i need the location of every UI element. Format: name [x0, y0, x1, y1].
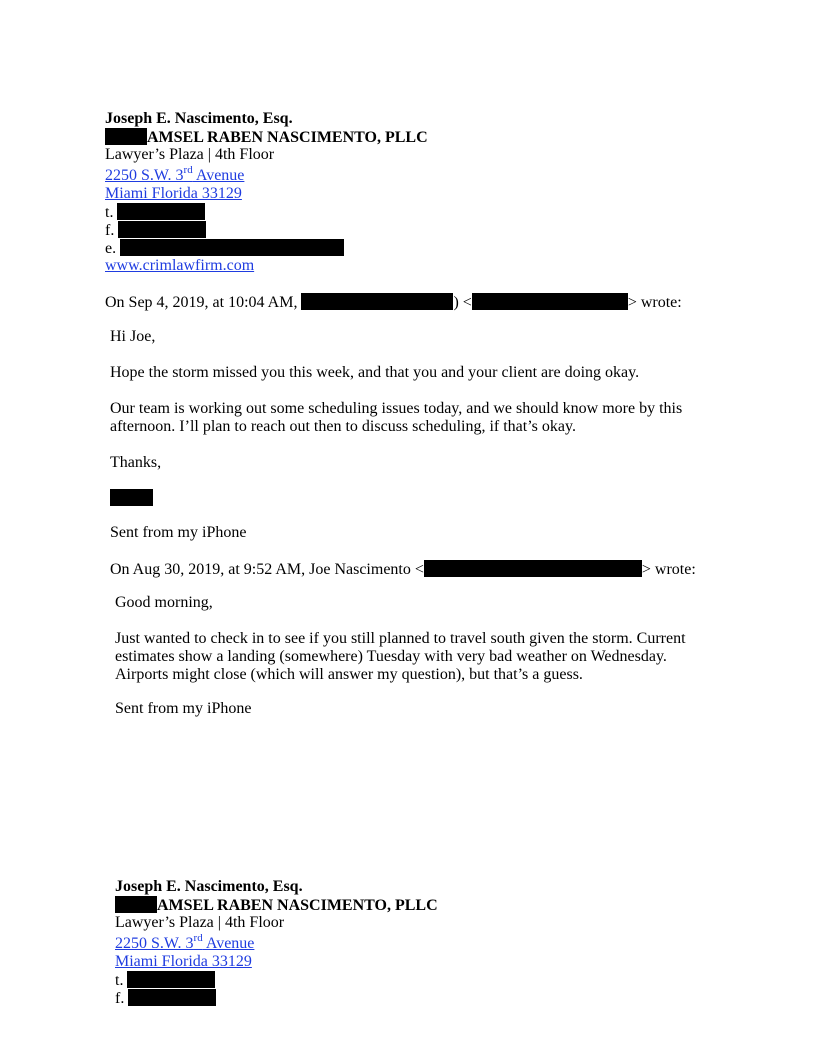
redaction-block	[118, 221, 206, 238]
signature-tel-line	[105, 203, 428, 221]
reply-header: On Sep 4, 2019, at 10:04 AM, ) < > wrote:	[105, 294, 682, 311]
redaction-block	[127, 971, 215, 988]
signature-fax-line	[115, 989, 438, 1007]
signature-firm-line	[105, 128, 428, 146]
signature-street-line	[115, 932, 438, 953]
original-line-3: Airports might close (which will answer my question), but that’s a guess.	[115, 666, 583, 683]
reply-paragraph-2-line-1: Our team is working out some scheduling issues today, and we should know more by this	[110, 400, 683, 417]
redaction-block	[128, 989, 216, 1006]
reply-paragraph-1: Hope the storm missed you this week, and that you and your client are doing okay.	[110, 364, 640, 381]
signature-city-line	[105, 185, 428, 203]
original-greeting: Good morning,	[115, 594, 213, 611]
signature-bottom	[115, 878, 438, 1007]
tel-label: t.	[105, 204, 114, 221]
redaction-block	[115, 896, 157, 913]
signature-firm: AMSEL RABEN NASCIMENTO, PLLC	[157, 897, 438, 914]
reply-paragraph-2-line-2: afternoon. I’ll plan to reach out then to discuss scheduling, if that’s okay.	[110, 418, 576, 435]
redaction-block	[472, 293, 628, 310]
redaction-block	[301, 293, 453, 310]
signature-city-line	[115, 953, 438, 971]
signature-name: Joseph E. Nascimento, Esq.	[115, 878, 303, 895]
city-address-link[interactable]: Miami Florida 33129	[105, 185, 242, 202]
fax-label: f.	[115, 990, 125, 1007]
redaction-block	[120, 239, 344, 256]
signature-street-line	[105, 164, 428, 185]
redaction-block	[117, 203, 205, 220]
street-address-link[interactable]: 2250 S.W. 3rd Avenue	[105, 164, 245, 184]
email-label: e.	[105, 240, 117, 257]
redaction-block	[424, 560, 642, 577]
signature-building: Lawyer’s Plaza | 4th Floor	[115, 914, 285, 931]
original-line-1: Just wanted to check in to see if you still planned to travel south given the storm. Current	[115, 630, 686, 647]
original-sent-from: Sent from my iPhone	[115, 700, 252, 717]
redaction-block	[105, 128, 147, 145]
website-link[interactable]: www.crimlawfirm.com	[105, 257, 255, 274]
signature-name: Joseph E. Nascimento, Esq.	[105, 110, 293, 127]
signature-website-line	[105, 257, 428, 275]
signature-building: Lawyer’s Plaza | 4th Floor	[105, 146, 275, 163]
signature-top	[105, 110, 428, 275]
signature-tel-line	[115, 971, 438, 989]
signature-firm-line	[115, 896, 438, 914]
redaction-block	[110, 489, 153, 506]
street-address-link[interactable]: 2250 S.W. 3rd Avenue	[115, 932, 255, 952]
reply-sent-from: Sent from my iPhone	[110, 524, 247, 541]
signature-fax-line	[105, 221, 428, 239]
original-header: On Aug 30, 2019, at 9:52 AM, Joe Nascimento < > wrote:	[110, 561, 696, 578]
original-line-2: estimates show a landing (somewhere) Tuesday with very bad weather on Wednesday.	[115, 648, 667, 665]
city-address-link[interactable]: Miami Florida 33129	[115, 953, 252, 970]
reply-greeting: Hi Joe,	[110, 328, 156, 345]
reply-thanks: Thanks,	[110, 454, 162, 471]
fax-label: f.	[105, 222, 115, 239]
tel-label: t.	[115, 972, 124, 989]
signature-email-line	[105, 239, 428, 257]
reply-signoff-redacted	[110, 489, 153, 508]
signature-firm: AMSEL RABEN NASCIMENTO, PLLC	[147, 129, 428, 146]
